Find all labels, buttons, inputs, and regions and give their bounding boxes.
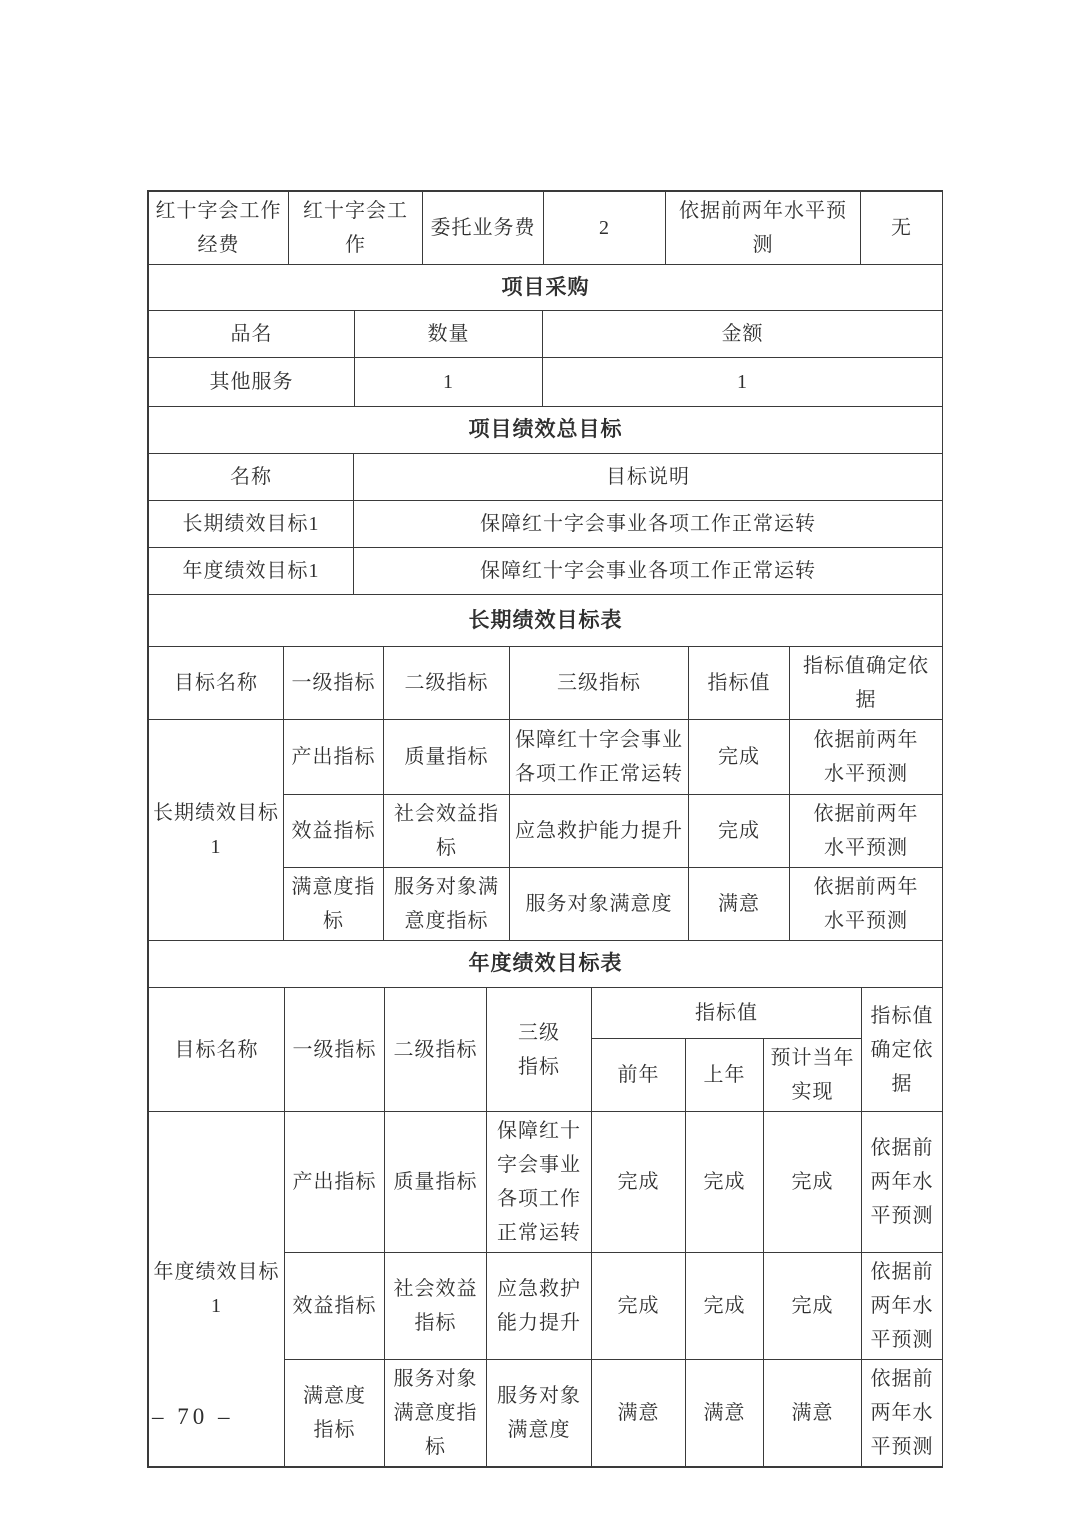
section-title-overall-goal: 项目绩效总目标 xyxy=(149,407,943,454)
cell-level1: 产出指标 xyxy=(284,720,384,795)
longterm-goal-table xyxy=(148,594,943,941)
cell-goal-name: 年度绩效目标1 xyxy=(149,548,354,595)
header-year-before-last: 前年 xyxy=(592,1039,686,1112)
cell-goal-name: 长期绩效目标1 xyxy=(149,501,354,548)
cell-category: 红十字会工作 xyxy=(289,192,423,265)
cell-expected: 满意 xyxy=(764,1360,862,1467)
cell-expense-type: 委托业务费 xyxy=(423,192,544,265)
header-level2: 二级指标 xyxy=(385,988,487,1112)
cell-level3: 保障红十字会事业各项工作正常运转 xyxy=(510,720,689,795)
header-goal-desc: 目标说明 xyxy=(354,454,943,501)
header-value-group: 指标值 xyxy=(592,988,862,1039)
overall-goal-table xyxy=(148,406,943,595)
section-title-procurement: 项目采购 xyxy=(149,265,943,311)
page-number: – 70 – xyxy=(152,1404,234,1429)
cell-quantity: 1 xyxy=(355,358,543,407)
cell-prev2: 完成 xyxy=(592,1112,686,1253)
cell-amount: 1 xyxy=(543,358,943,407)
cell-goal-name: 长期绩效目标1 xyxy=(149,720,284,941)
procurement-table xyxy=(148,264,943,407)
cell-basis: 依据前两年水平预测 xyxy=(666,192,861,265)
header-expected-current: 预计当年实现 xyxy=(764,1039,862,1112)
header-level1: 一级指标 xyxy=(285,988,385,1112)
cell-goal-name: 年度绩效目标1 xyxy=(149,1112,285,1467)
cell-goal-desc: 保障红十字会事业各项工作正常运转 xyxy=(354,548,943,595)
cell-goal-desc: 保障红十字会事业各项工作正常运转 xyxy=(354,501,943,548)
cell-basis: 依据前两年水平预测 xyxy=(790,868,943,941)
cell-level1: 效益指标 xyxy=(285,1253,385,1360)
cell-basis: 依据前两年水平预测 xyxy=(862,1253,943,1360)
cell-level1: 满意度指标 xyxy=(285,1360,385,1467)
cell-level1: 效益指标 xyxy=(284,795,384,868)
expense-carryover-table xyxy=(148,191,943,265)
procurement-header-row xyxy=(149,311,943,358)
cell-prev1: 完成 xyxy=(686,1253,764,1360)
cell-level3: 应急救护能力提升 xyxy=(487,1253,592,1360)
header-basis: 指标值确定依据 xyxy=(862,988,943,1112)
overall-goal-title-row xyxy=(149,407,943,454)
cell-level1: 产出指标 xyxy=(285,1112,385,1253)
cell-expected: 完成 xyxy=(764,1112,862,1253)
cell-remark: 无 xyxy=(861,192,943,265)
header-quantity: 数量 xyxy=(355,311,543,358)
header-item-name: 品名 xyxy=(149,311,355,358)
cell-level1: 满意度指标 xyxy=(284,868,384,941)
cell-basis: 依据前两年水平预测 xyxy=(790,720,943,795)
annual-header-row-1 xyxy=(149,988,943,1039)
longterm-row-output xyxy=(149,720,943,795)
header-goal-name: 名称 xyxy=(149,454,354,501)
header-basis: 指标值确定依据 xyxy=(790,647,943,720)
procurement-title-row xyxy=(149,265,943,311)
header-goal-name: 目标名称 xyxy=(149,988,285,1112)
header-last-year: 上年 xyxy=(686,1039,764,1112)
section-title-annual: 年度绩效目标表 xyxy=(149,941,943,988)
cell-item-name: 其他服务 xyxy=(149,358,355,407)
cell-level2: 服务对象满意度指标 xyxy=(385,1360,487,1467)
cell-level2: 质量指标 xyxy=(385,1112,487,1253)
cell-level3: 服务对象满意度 xyxy=(487,1360,592,1467)
cell-basis: 依据前两年水平预测 xyxy=(862,1112,943,1253)
annual-title-row xyxy=(149,941,943,988)
cell-level2: 质量指标 xyxy=(384,720,510,795)
header-level2: 二级指标 xyxy=(384,647,510,720)
cell-expected: 完成 xyxy=(764,1253,862,1360)
cell-level3: 保障红十字会事业各项工作正常运转 xyxy=(487,1112,592,1253)
cell-prev1: 满意 xyxy=(686,1360,764,1467)
annual-goal-table xyxy=(148,940,943,1467)
cell-level3: 应急救护能力提升 xyxy=(510,795,689,868)
cell-value: 完成 xyxy=(689,720,790,795)
expense-row xyxy=(149,192,943,265)
cell-level2: 服务对象满意度指标 xyxy=(384,868,510,941)
header-value: 指标值 xyxy=(689,647,790,720)
cell-prev2: 满意 xyxy=(592,1360,686,1467)
cell-basis: 依据前两年水平预测 xyxy=(862,1360,943,1467)
cell-prev2: 完成 xyxy=(592,1253,686,1360)
header-level1: 一级指标 xyxy=(284,647,384,720)
performance-report-table xyxy=(147,190,943,1468)
header-amount: 金额 xyxy=(543,311,943,358)
cell-amount: 2 xyxy=(544,192,666,265)
cell-prev1: 完成 xyxy=(686,1112,764,1253)
cell-value: 完成 xyxy=(689,795,790,868)
cell-project-name: 红十字会工作经费 xyxy=(149,192,289,265)
longterm-title-row xyxy=(149,595,943,647)
cell-level2: 社会效益指标 xyxy=(385,1253,487,1360)
header-level3: 三级指标 xyxy=(487,988,592,1112)
header-level3: 三级指标 xyxy=(510,647,689,720)
header-goal-name: 目标名称 xyxy=(149,647,284,720)
cell-level3: 服务对象满意度 xyxy=(510,868,689,941)
cell-level2: 社会效益指标 xyxy=(384,795,510,868)
procurement-data-row xyxy=(149,358,943,407)
section-title-longterm: 长期绩效目标表 xyxy=(149,595,943,647)
overall-goal-header-row xyxy=(149,454,943,501)
cell-basis: 依据前两年水平预测 xyxy=(790,795,943,868)
overall-goal-row-longterm xyxy=(149,501,943,548)
annual-row-output xyxy=(149,1112,943,1253)
cell-value: 满意 xyxy=(689,868,790,941)
longterm-header-row xyxy=(149,647,943,720)
overall-goal-row-annual xyxy=(149,548,943,595)
